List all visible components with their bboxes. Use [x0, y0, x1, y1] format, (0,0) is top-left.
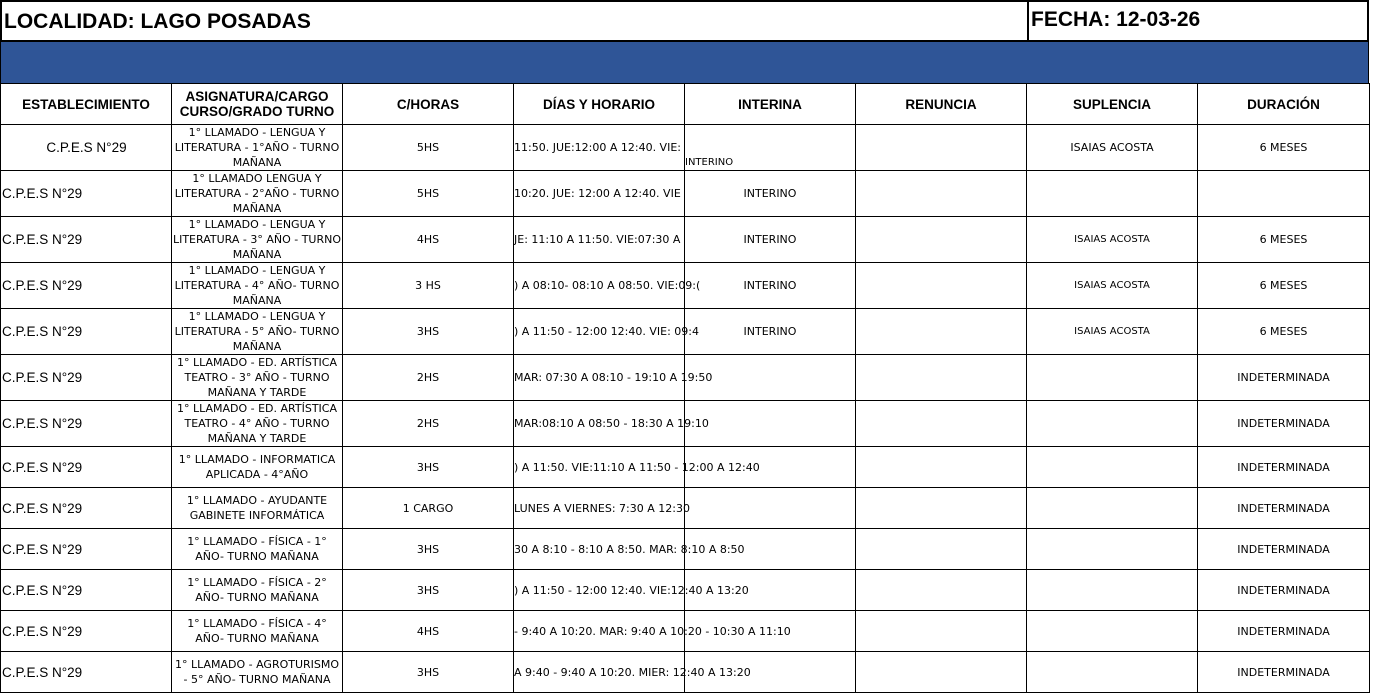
cell-asignatura[interactable]: 1° LLAMADO - ED. ARTÍSTICA TEATRO - 4° AÑO - TURNO MAÑANA Y TARDE	[172, 401, 343, 447]
cell-asignatura[interactable]: 1° LLAMADO - LENGUA Y LITERATURA - 1°AÑO - TURNO MAÑANA	[172, 125, 343, 171]
cell-asignatura[interactable]: 1° LLAMADO - AGROTURISMO - 5° AÑO- TURNO MAÑANA	[172, 652, 343, 693]
cell-duracion[interactable]: INDETERMINADA	[1198, 447, 1370, 488]
cell-renuncia[interactable]	[856, 263, 1027, 309]
table-row	[1, 611, 1370, 652]
cell-horas[interactable]: 3HS	[343, 529, 514, 570]
fecha-title: FECHA: 12-03-26	[1031, 8, 1201, 31]
cell-renuncia[interactable]	[856, 611, 1027, 652]
cell-horario[interactable]	[514, 611, 791, 652]
cell-horas[interactable]: 5HS	[343, 125, 514, 171]
table-row	[1, 263, 1370, 309]
cell-horario[interactable]	[514, 171, 685, 217]
cell-establecimiento[interactable]: C.P.E.S N°29	[1, 263, 172, 309]
cell-renuncia[interactable]	[856, 217, 1027, 263]
horario-text: ) A 11:50. VIE:11:10 A 11:50 - 12:00 A 12:40	[514, 460, 760, 474]
cell-renuncia[interactable]	[856, 447, 1027, 488]
cell-interina[interactable]: INTERINO	[685, 309, 856, 355]
table-row	[1, 309, 1370, 355]
horario-text: MAR:08:10 A 08:50 - 18:30 A 19:10	[514, 417, 709, 430]
cell-interina[interactable]	[685, 488, 856, 529]
table-row	[1, 529, 1370, 570]
cell-renuncia[interactable]	[856, 488, 1027, 529]
column-header-row	[1, 84, 1370, 125]
cell-duracion[interactable]: 6 MESES	[1198, 263, 1370, 309]
col-header-duracion: DURACIÓN	[1198, 84, 1370, 125]
cell-horario[interactable]	[514, 652, 751, 693]
cell-asignatura[interactable]: 1° LLAMADO - FÍSICA - 4° AÑO- TURNO MAÑANA	[172, 611, 343, 652]
cell-horas[interactable]: 3HS	[343, 309, 514, 355]
col-header-asignatura: ASIGNATURA/CARGO CURSO/GRADO TURNO	[172, 84, 343, 125]
cell-asignatura[interactable]: 1° LLAMADO LENGUA Y LITERATURA - 2°AÑO - TURNO MAÑANA	[172, 171, 343, 217]
cell-suplencia[interactable]	[1027, 355, 1198, 401]
col-header-renuncia: RENUNCIA	[856, 84, 1027, 125]
cell-suplencia[interactable]	[1027, 401, 1198, 447]
cell-duracion[interactable]: INDETERMINADA	[1198, 355, 1370, 401]
horario-text: MAR: 07:30 A 08:10 - 19:10 A 19:50	[514, 371, 713, 384]
horario-text: 10:20. JUE: 12:00 A 12:40. VIE	[514, 187, 681, 200]
cell-duracion[interactable]: 6 MESES	[1198, 125, 1370, 171]
cell-suplencia[interactable]: ISAIAS ACOSTA	[1027, 125, 1198, 171]
table-row	[1, 217, 1370, 263]
table-row	[1, 652, 1370, 693]
cell-establecimiento[interactable]: C.P.E.S N°29	[1, 447, 172, 488]
cell-suplencia[interactable]	[1027, 570, 1198, 611]
cell-horario[interactable]	[514, 217, 685, 263]
localidad-title: LOCALIDAD: LAGO POSADAS	[4, 10, 311, 33]
cell-horas[interactable]: 5HS	[343, 171, 514, 217]
horario-text: ) A 08:10- 08:10 A 08:50. VIE:09:(	[514, 279, 701, 292]
cell-horas[interactable]: 2HS	[343, 355, 514, 401]
cell-asignatura[interactable]: 1° LLAMADO - LENGUA Y LITERATURA - 3° AÑO - TURNO MAÑANA	[172, 218, 342, 261]
cell-establecimiento[interactable]: C.P.E.S N°29	[1, 611, 172, 652]
cell-establecimiento[interactable]: C.P.E.S N°29	[1, 401, 172, 447]
horario-text: - 9:40 A 10:20. MAR: 9:40 A 10:20 - 10:30 A 11:10	[514, 624, 791, 638]
cell-horario[interactable]	[514, 309, 699, 355]
cell-renuncia[interactable]	[856, 309, 1027, 355]
cell-suplencia[interactable]	[1027, 529, 1198, 570]
cell-suplencia[interactable]	[1027, 652, 1198, 693]
cell-horas[interactable]: 3HS	[343, 570, 514, 611]
cell-horas[interactable]: 4HS	[343, 217, 514, 263]
cell-suplencia[interactable]	[1027, 611, 1198, 652]
cell-duracion[interactable]: 6 MESES	[1198, 309, 1370, 355]
cell-suplencia[interactable]: ISAIAS ACOSTA	[1027, 309, 1198, 355]
cell-asignatura[interactable]: 1° LLAMADO - INFORMATICA APLICADA - 4°AÑO	[172, 447, 343, 488]
cell-duracion[interactable]: 6 MESES	[1198, 217, 1370, 263]
col-header-establecimiento: ESTABLECIMIENTO	[1, 84, 172, 125]
header-band	[0, 42, 1369, 83]
cell-establecimiento[interactable]: C.P.E.S N°29	[1, 125, 172, 171]
cell-interina[interactable]: INTERINO	[685, 217, 856, 263]
cell-suplencia[interactable]	[1027, 171, 1198, 217]
table-row	[1, 447, 1370, 488]
cell-establecimiento[interactable]: C.P.E.S N°29	[1, 488, 172, 529]
cell-asignatura[interactable]: 1° LLAMADO - LENGUA Y LITERATURA - 4° AÑO- TURNO MAÑANA	[172, 263, 343, 309]
cell-establecimiento[interactable]: C.P.E.S N°29	[1, 309, 172, 355]
cell-renuncia[interactable]	[856, 652, 1027, 693]
table-row	[1, 125, 1370, 171]
cell-horario[interactable]	[514, 263, 701, 309]
cell-establecimiento[interactable]: C.P.E.S N°29	[1, 217, 172, 263]
cell-horario[interactable]	[514, 355, 713, 401]
col-header-horas: C/HORAS	[343, 84, 514, 125]
horario-text: JE: 11:10 A 11:50. VIE:07:30 A	[514, 233, 681, 246]
cell-establecimiento[interactable]: C.P.E.S N°29	[1, 570, 172, 611]
cell-establecimiento[interactable]: C.P.E.S N°29	[1, 171, 172, 217]
cell-horario[interactable]	[514, 529, 745, 570]
cell-suplencia[interactable]: ISAIAS ACOSTA	[1027, 217, 1198, 263]
table-row	[1, 570, 1370, 611]
cell-establecimiento[interactable]: C.P.E.S N°29	[1, 355, 172, 401]
cell-interina[interactable]: INTERINO	[685, 263, 856, 309]
table-row	[1, 355, 1370, 401]
cell-horario[interactable]	[514, 447, 760, 488]
cell-duracion[interactable]: INDETERMINADA	[1198, 488, 1370, 529]
cell-horas[interactable]: 1 CARGO	[343, 488, 514, 529]
cell-duracion[interactable]: INDETERMINADA	[1198, 401, 1370, 447]
horario-text: A 9:40 - 9:40 A 10:20. MIER: 12:40 A 13:20	[514, 665, 751, 679]
cell-establecimiento[interactable]: C.P.E.S N°29	[1, 529, 172, 570]
cell-horas[interactable]: 4HS	[343, 611, 514, 652]
col-header-suplencia: SUPLENCIA	[1027, 84, 1198, 125]
horario-text: 11:50. JUE:12:00 A 12:40. VIE:	[514, 141, 681, 154]
cell-renuncia[interactable]	[856, 570, 1027, 611]
cell-renuncia[interactable]	[856, 355, 1027, 401]
col-header-interina: INTERINA	[685, 84, 856, 125]
cell-asignatura[interactable]: 1° LLAMADO - FÍSICA - 1° AÑO- TURNO MAÑANA	[172, 529, 343, 570]
cell-suplencia[interactable]	[1027, 447, 1198, 488]
cell-renuncia[interactable]	[856, 125, 1027, 171]
cell-duracion[interactable]	[1198, 171, 1370, 217]
cell-interina[interactable]	[685, 401, 856, 447]
cell-suplencia[interactable]: ISAIAS ACOSTA	[1027, 263, 1198, 309]
cell-horas[interactable]: 3 HS	[343, 263, 514, 309]
fecha-cell	[1027, 0, 1371, 42]
table-row	[1, 401, 1370, 447]
horario-text: LUNES A VIERNES: 7:30 A 12:30	[514, 501, 690, 515]
cell-horas[interactable]: 2HS	[343, 401, 514, 447]
cell-duracion[interactable]: INDETERMINADA	[1198, 570, 1370, 611]
cell-asignatura[interactable]: 1° LLAMADO - AYUDANTE GABINETE INFORMÁTICA	[172, 488, 343, 529]
cell-horario[interactable]	[514, 401, 709, 447]
cell-horas[interactable]: 3HS	[343, 447, 514, 488]
col-header-horario: DÍAS Y HORARIO	[514, 84, 685, 125]
cell-duracion[interactable]: INDETERMINADA	[1198, 529, 1370, 570]
cell-renuncia[interactable]	[856, 171, 1027, 217]
cell-establecimiento[interactable]: C.P.E.S N°29	[1, 652, 172, 693]
cell-duracion[interactable]: INDETERMINADA	[1198, 652, 1370, 693]
cell-interina[interactable]: INTERINO	[685, 125, 856, 171]
cell-renuncia[interactable]	[856, 401, 1027, 447]
horario-text: 30 A 8:10 - 8:10 A 8:50. MAR: 8:10 A 8:50	[514, 542, 745, 556]
cell-asignatura[interactable]: 1° LLAMADO - FÍSICA - 2° AÑO- TURNO MAÑANA	[172, 570, 343, 611]
cell-suplencia[interactable]	[1027, 488, 1198, 529]
header-row	[0, 0, 1369, 42]
cell-asignatura[interactable]: 1° LLAMADO - ED. ARTÍSTICA TEATRO - 3° AÑO - TURNO MAÑANA Y TARDE	[172, 355, 343, 401]
table-row	[1, 488, 1370, 529]
cell-interina[interactable]: INTERINO	[685, 171, 856, 217]
cell-horario[interactable]	[514, 570, 749, 611]
cell-horario[interactable]	[514, 488, 690, 529]
cell-horas[interactable]: 3HS	[343, 652, 514, 693]
cell-renuncia[interactable]	[856, 529, 1027, 570]
cell-duracion[interactable]: INDETERMINADA	[1198, 611, 1370, 652]
table-row	[1, 171, 1370, 217]
horario-text: ) A 11:50 - 12:00 12:40. VIE:12:40 A 13:20	[514, 583, 749, 597]
horario-text: ) A 11:50 - 12:00 12:40. VIE: 09:4	[514, 325, 699, 338]
cell-asignatura[interactable]: 1° LLAMADO - LENGUA Y LITERATURA - 5° AÑO- TURNO MAÑANA	[172, 309, 343, 355]
cell-horario[interactable]	[514, 125, 685, 171]
data-table	[0, 83, 1370, 693]
